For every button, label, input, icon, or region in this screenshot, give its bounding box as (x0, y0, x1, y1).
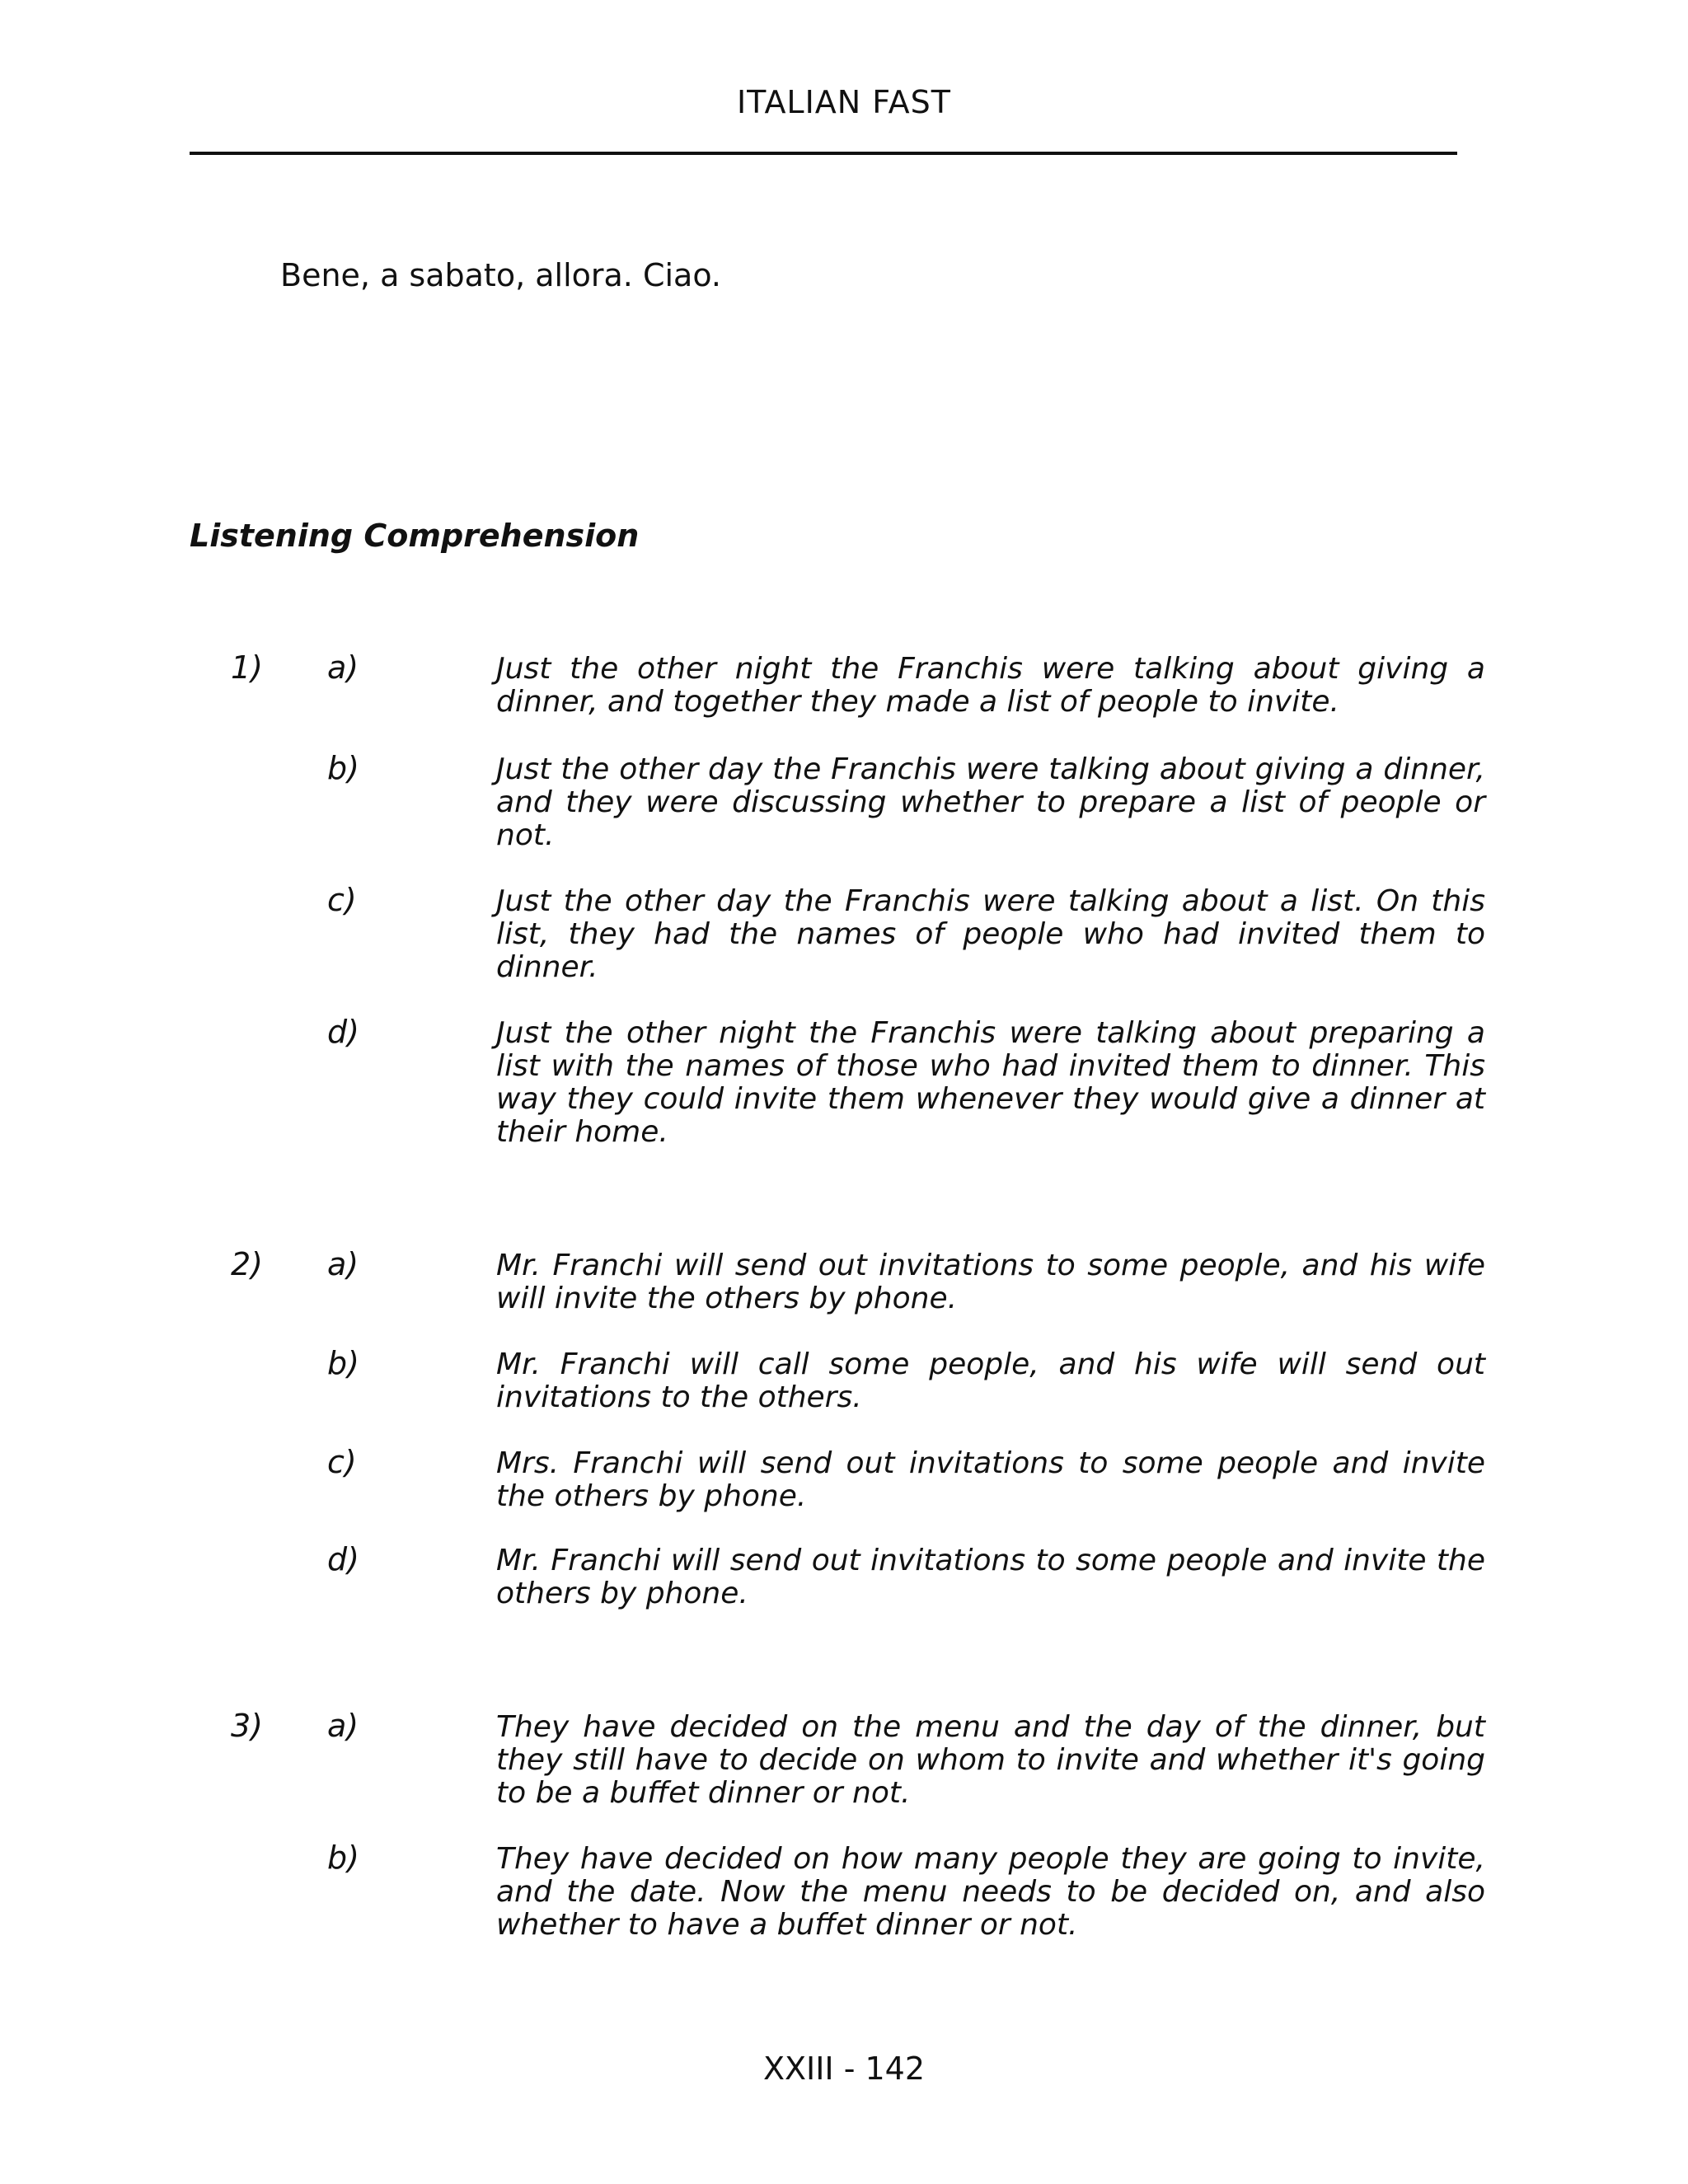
header-rule (190, 152, 1457, 155)
dialogue-line: Bene, a sabato, allora. Ciao. (280, 257, 721, 293)
option-letter: b) (327, 1345, 359, 1381)
option-letter: d) (327, 1541, 359, 1577)
page-number: XXIII - 142 (762, 2050, 926, 2087)
running-header: ITALIAN FAST (736, 84, 952, 120)
option-text: Mr. Franchi will send out invitations to some people, and his wife will invite the others by phone. (496, 1249, 1485, 1315)
question-number: 1) (231, 649, 264, 686)
option-letter: c) (327, 882, 357, 918)
option-text: Mr. Franchi will call some people, and his wife will send out invitations to the others. (496, 1347, 1485, 1414)
option-letter: a) (327, 1246, 359, 1282)
option-letter: a) (327, 1708, 359, 1744)
question-number: 2) (231, 1246, 264, 1282)
option-text: Just the other day the Franchis were talking about a list. On this list, they had the names of people who had invited them to dinner. (496, 884, 1485, 984)
option-text: They have decided on the menu and the day of the dinner, but they still have to decide on whom to invite and whether it's going to be a buffet dinner or not. (496, 1710, 1485, 1810)
option-letter: b) (327, 750, 359, 786)
option-text: Just the other night the Franchis were talking about giving a dinner, and together they made a list of people to invite. (496, 652, 1485, 719)
option-text: Just the other night the Franchis were talking about preparing a list with the names of those who had invited them to dinner. This way they could invite them whenever they would give a dinner at their home. (496, 1016, 1485, 1149)
section-heading: Listening Comprehension (190, 518, 640, 554)
option-letter: d) (327, 1014, 359, 1050)
option-text: Mrs. Franchi will send out invitations to some people and invite the others by phone. (496, 1446, 1485, 1513)
option-letter: a) (327, 649, 359, 686)
option-text: Mr. Franchi will send out invitations to some people and invite the others by phone. (496, 1544, 1485, 1610)
option-letter: c) (327, 1444, 357, 1480)
option-letter: b) (327, 1840, 359, 1876)
option-text: They have decided on how many people they are going to invite, and the date. Now the menu needs to be decided on, and also whether to have a buffet dinner or not. (496, 1842, 1485, 1942)
option-text: Just the other day the Franchis were talking about giving a dinner, and they were discussing whether to prepare a list of people or not. (496, 752, 1485, 852)
question-number: 3) (231, 1708, 264, 1744)
